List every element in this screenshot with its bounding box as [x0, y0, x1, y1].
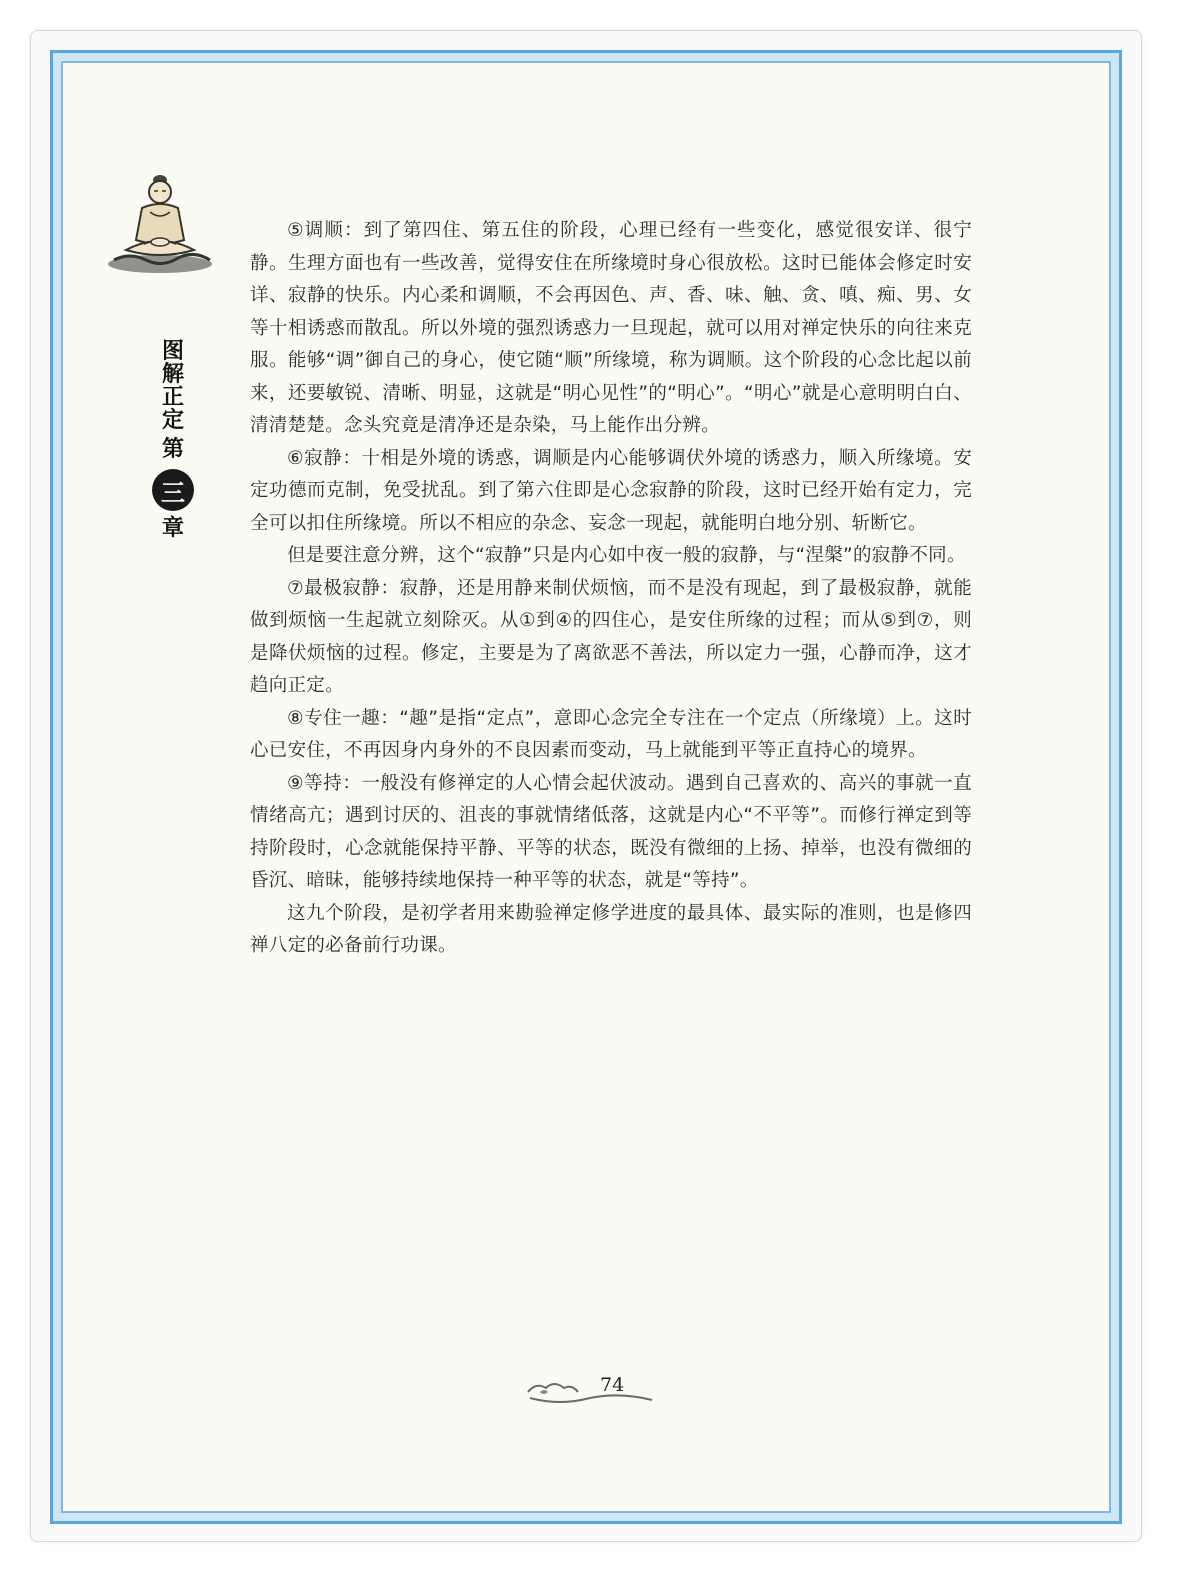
chapter-suffix: 章: [161, 516, 184, 541]
paragraph: ⑤调顺：到了第四住、第五住的阶段，心理已经有一些变化，感觉很安详、很宁静。生理方面也有一些改善，觉得安住在所缘境时身心很放松。这时已能体会修定时安详、寂静的快乐。内心柔和调顺，不会再因色、声、香、味、触、贪、嗔、痴、男、女等十相诱惑而散乱。所以外境的强烈诱惑力一旦现起，就可以用对禅定快乐的向往来克服。能够“调”御自己的身心，使它随“顺”所缘境，称为调顺。这个阶段的心念比起以前来，还要敏锐、清晰、明显，这就是“明心见性”的“明心”。“明心”就是心意明明白白、清清楚楚。念头究竟是清净还是杂染，马上能作出分辨。: [250, 220, 972, 436]
seated-buddha-icon: [100, 160, 218, 280]
paragraph: ⑥寂静：十相是外境的诱惑，调顺是内心能够调伏外境的诱惑力，顺入所缘境。安定功德而克制，免受扰乱。到了第六住即是心念寂静的阶段，这时已经开始有定力，完全可以扣住所缘境。所以不相应的杂念、妄念一现起，就能明白地分别、斩断它。: [250, 447, 972, 534]
title-char: 定: [161, 408, 184, 433]
cloud-ornament-icon: [520, 1372, 660, 1412]
chapter-number-badge: 三: [152, 469, 194, 511]
page-number: 74: [600, 1374, 625, 1396]
title-char: 正: [161, 385, 184, 410]
chapter-side-title: [150, 340, 196, 540]
title-char: 解: [161, 362, 184, 387]
paragraph: ⑦最极寂静：寂静，还是用静来制伏烦恼，而不是没有现起，到了最极寂静，就能做到烦恼一生起就立刻除灭。从①到④的四住心，是安住所缘的过程；而从⑤到⑦，则是降伏烦恼的过程。修定，主要是为了离欲恶不善法，所以定力一强，心静而净，这才趋向正定。: [250, 577, 972, 696]
paragraph: ⑨等持：一般没有修禅定的人心情会起伏波动。遇到自己喜欢的、高兴的事就一直情绪高亢；遇到讨厌的、沮丧的事就情绪低落，这就是内心“不平等”。而修行禅定到等持阶段时，心念就能保持平静、平等的状态，既没有微细的上扬、掉举，也没有微细的昏沉、暗昧，能够持续地保持一种平等的状态，就是“等持”。: [250, 772, 972, 891]
paragraph: 但是要注意分辨，这个“寂静”只是内心如中夜一般的寂静，与“涅槃”的寂静不同。: [287, 545, 966, 566]
page-footer: [520, 1372, 660, 1412]
title-char: 第: [161, 437, 184, 462]
body-text: [250, 215, 972, 963]
title-char: 图: [161, 339, 184, 364]
paragraph: ⑧专住一趣：“趣”是指“定点”，意即心念完全专注在一个定点（所缘境）上。这时心已安住，不再因身内身外的不良因素而变动，马上就能到平等正直持心的境界。: [250, 707, 972, 761]
paragraph: 这九个阶段，是初学者用来勘验禅定修学进度的最具体、最实际的准则，也是修四禅八定的必备前行功课。: [250, 902, 972, 956]
